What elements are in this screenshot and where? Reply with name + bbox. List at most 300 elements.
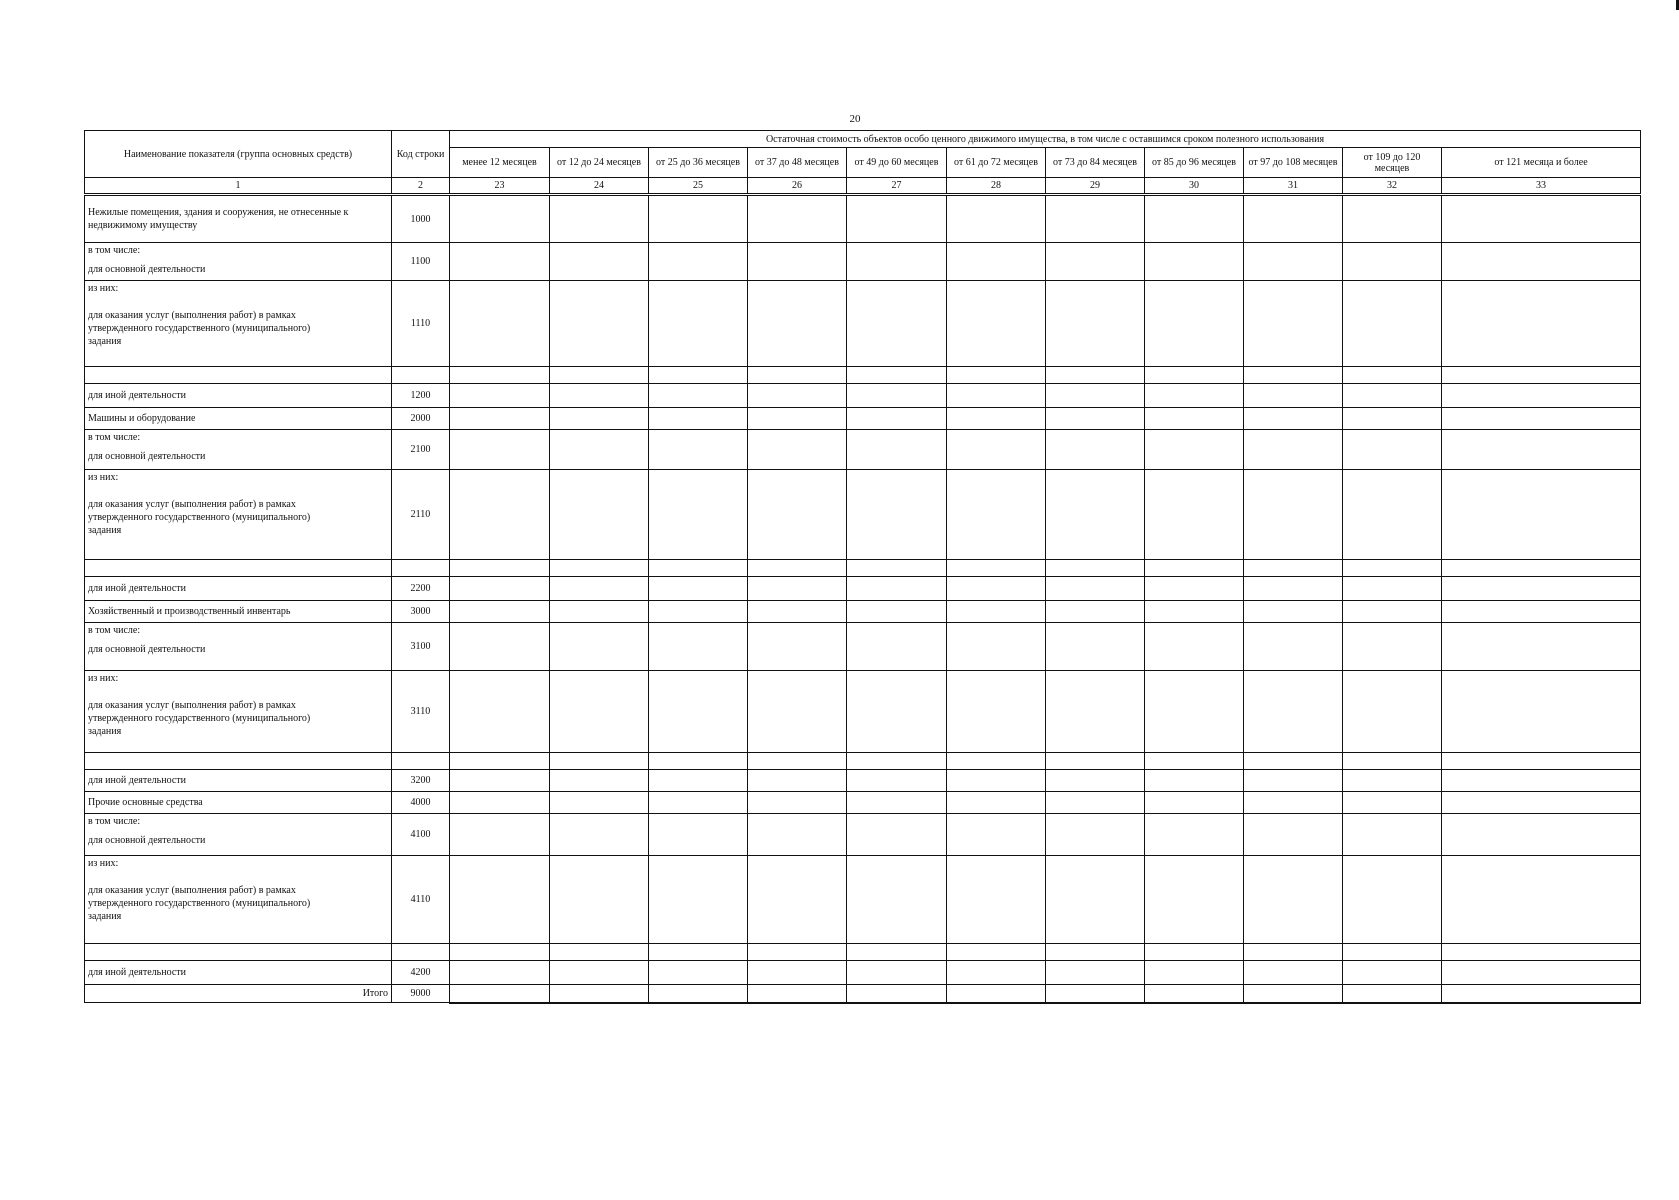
value-cell[interactable] (1343, 985, 1442, 1003)
value-cell[interactable] (550, 792, 649, 814)
value-cell[interactable] (1046, 814, 1145, 856)
value-cell[interactable] (1442, 623, 1641, 671)
value-cell[interactable] (1244, 985, 1343, 1003)
value-cell[interactable] (1442, 985, 1641, 1003)
value-cell[interactable] (1343, 408, 1442, 430)
value-cell[interactable] (847, 430, 947, 470)
table-row (85, 430, 1641, 470)
value-cell[interactable] (748, 430, 847, 470)
row-code: 1200 (392, 384, 450, 408)
value-cell[interactable] (748, 792, 847, 814)
row-prefix: в том числе: (88, 816, 141, 827)
row-code: 2000 (392, 408, 450, 430)
value-cell[interactable] (1442, 601, 1641, 623)
value-cell[interactable] (550, 671, 649, 753)
spacer-cell (85, 944, 392, 961)
spacer-row (85, 944, 1641, 961)
value-cell[interactable] (1145, 985, 1244, 1003)
spacer-row (85, 367, 1641, 384)
value-cell[interactable] (550, 470, 649, 560)
value-cell[interactable] (847, 814, 947, 856)
row-label (85, 470, 392, 560)
value-cell[interactable] (1046, 792, 1145, 814)
value-cell[interactable] (1343, 243, 1442, 281)
value-cell[interactable] (649, 623, 748, 671)
row-code: 1000 (392, 195, 450, 243)
row-code: 3000 (392, 601, 450, 623)
value-cell[interactable] (1046, 623, 1145, 671)
value-cell[interactable] (947, 384, 1046, 408)
value-cell[interactable] (1343, 601, 1442, 623)
value-cell[interactable] (1244, 671, 1343, 753)
value-cell[interactable] (550, 985, 649, 1003)
value-cell[interactable] (450, 384, 550, 408)
spacer-cell (847, 560, 947, 577)
column-number: 28 (947, 178, 1046, 195)
row-code: 4000 (392, 792, 450, 814)
spacer-row (85, 753, 1641, 770)
value-cell[interactable] (649, 671, 748, 753)
row-label (85, 195, 392, 243)
value-cell[interactable] (1145, 770, 1244, 792)
row-prefix: в том числе: (88, 432, 141, 443)
column-number: 31 (1244, 178, 1343, 195)
value-cell[interactable] (450, 408, 550, 430)
value-cell[interactable] (748, 577, 847, 601)
header-period: от 97 до 108 месяцев (1244, 148, 1343, 178)
row-name: для основной деятельности (88, 451, 206, 462)
value-cell[interactable] (1442, 195, 1641, 243)
value-cell[interactable] (947, 671, 1046, 753)
value-cell[interactable] (1046, 408, 1145, 430)
value-cell[interactable] (1343, 623, 1442, 671)
table-row (85, 961, 1641, 985)
row-name: для основной деятельности (88, 835, 206, 846)
value-cell[interactable] (748, 384, 847, 408)
spacer-cell (1442, 753, 1641, 770)
spacer-cell (1046, 753, 1145, 770)
value-cell[interactable] (1046, 430, 1145, 470)
value-cell[interactable] (550, 814, 649, 856)
value-cell[interactable] (649, 814, 748, 856)
row-name: для иной деятельности (88, 583, 186, 594)
value-cell[interactable] (1442, 792, 1641, 814)
spacer-cell (450, 753, 550, 770)
table-row (85, 814, 1641, 856)
value-cell[interactable] (1343, 856, 1442, 944)
value-cell[interactable] (1244, 243, 1343, 281)
value-cell[interactable] (847, 195, 947, 243)
value-cell[interactable] (947, 195, 1046, 243)
value-cell[interactable] (847, 623, 947, 671)
value-cell[interactable] (1442, 814, 1641, 856)
spacer-cell (947, 367, 1046, 384)
table-body (85, 195, 1641, 1003)
value-cell[interactable] (1343, 671, 1442, 753)
value-cell[interactable] (1244, 470, 1343, 560)
value-cell[interactable] (1343, 430, 1442, 470)
value-cell[interactable] (450, 195, 550, 243)
row-code: 3110 (392, 671, 450, 753)
row-code: 3100 (392, 623, 450, 671)
row-label (85, 856, 392, 944)
value-cell[interactable] (748, 601, 847, 623)
row-code: 4200 (392, 961, 450, 985)
value-cell[interactable] (947, 961, 1046, 985)
value-cell[interactable] (947, 856, 1046, 944)
value-cell[interactable] (1046, 671, 1145, 753)
table-row (85, 281, 1641, 367)
value-cell[interactable] (1145, 623, 1244, 671)
value-cell[interactable] (1046, 770, 1145, 792)
table-row (85, 408, 1641, 430)
column-number: 33 (1442, 178, 1641, 195)
value-cell[interactable] (1244, 281, 1343, 367)
value-cell[interactable] (1046, 281, 1145, 367)
value-cell[interactable] (450, 430, 550, 470)
spacer-cell (550, 753, 649, 770)
value-cell[interactable] (649, 408, 748, 430)
value-cell[interactable] (748, 470, 847, 560)
value-cell[interactable] (649, 985, 748, 1003)
table-row (85, 195, 1641, 243)
value-cell[interactable] (847, 384, 947, 408)
header-name-column: Наименование показателя (группа основных средств) (85, 131, 392, 178)
spacer-cell (550, 367, 649, 384)
value-cell[interactable] (1442, 384, 1641, 408)
value-cell[interactable] (1343, 195, 1442, 243)
row-label (85, 281, 392, 367)
value-cell[interactable] (947, 770, 1046, 792)
value-cell[interactable] (450, 470, 550, 560)
row-name: для оказания услуг (выполнения работ) в рамках утвержденного государственного (муниципального) задания (88, 885, 311, 922)
value-cell[interactable] (748, 408, 847, 430)
value-cell[interactable] (947, 243, 1046, 281)
value-cell[interactable] (947, 814, 1046, 856)
value-cell[interactable] (450, 814, 550, 856)
row-label (85, 601, 392, 623)
value-cell[interactable] (550, 577, 649, 601)
value-cell[interactable] (1244, 601, 1343, 623)
value-cell[interactable] (748, 856, 847, 944)
row-name: для иной деятельности (88, 775, 186, 786)
header-code-column: Код строки (392, 131, 450, 178)
value-cell[interactable] (1046, 577, 1145, 601)
table-row (85, 243, 1641, 281)
value-cell[interactable] (1046, 856, 1145, 944)
value-cell[interactable] (1343, 577, 1442, 601)
value-cell[interactable] (649, 430, 748, 470)
value-cell[interactable] (748, 961, 847, 985)
value-cell[interactable] (847, 243, 947, 281)
value-cell[interactable] (1343, 470, 1442, 560)
value-cell[interactable] (1145, 195, 1244, 243)
spacer-cell (847, 944, 947, 961)
header-period: от 61 до 72 месяцев (947, 148, 1046, 178)
value-cell[interactable] (1343, 961, 1442, 985)
value-cell[interactable] (649, 577, 748, 601)
value-cell[interactable] (1145, 577, 1244, 601)
spacer-cell (1046, 944, 1145, 961)
row-code: 2200 (392, 577, 450, 601)
value-cell[interactable] (450, 985, 550, 1003)
header-group-title: Остаточная стоимость объектов особо ценного движимого имущества, в том числе с оставшимся сроком полезного использования (450, 131, 1641, 148)
spacer-cell (1244, 367, 1343, 384)
value-cell[interactable] (1244, 430, 1343, 470)
value-cell[interactable] (748, 671, 847, 753)
value-cell[interactable] (1244, 195, 1343, 243)
value-cell[interactable] (1442, 671, 1641, 753)
header-period: менее 12 месяцев (450, 148, 550, 178)
total-code: 9000 (392, 985, 450, 1003)
value-cell[interactable] (748, 195, 847, 243)
value-cell[interactable] (847, 961, 947, 985)
value-cell[interactable] (649, 601, 748, 623)
value-cell[interactable] (1442, 243, 1641, 281)
spacer-cell (1442, 944, 1641, 961)
value-cell[interactable] (1442, 430, 1641, 470)
value-cell[interactable] (649, 792, 748, 814)
value-cell[interactable] (1244, 384, 1343, 408)
value-cell[interactable] (1343, 281, 1442, 367)
row-name: для иной деятельности (88, 967, 186, 978)
value-cell[interactable] (1145, 601, 1244, 623)
spacer-cell (748, 367, 847, 384)
value-cell[interactable] (1145, 856, 1244, 944)
spacer-cell (1145, 753, 1244, 770)
spacer-cell (1145, 367, 1244, 384)
value-cell[interactable] (847, 408, 947, 430)
value-cell[interactable] (649, 770, 748, 792)
value-cell[interactable] (1046, 384, 1145, 408)
value-cell[interactable] (1145, 961, 1244, 985)
value-cell[interactable] (1244, 623, 1343, 671)
row-label (85, 384, 392, 408)
table-row (85, 601, 1641, 623)
value-cell[interactable] (947, 430, 1046, 470)
spacer-cell (649, 944, 748, 961)
value-cell[interactable] (550, 961, 649, 985)
value-cell[interactable] (450, 281, 550, 367)
header-period: от 73 до 84 месяцев (1046, 148, 1145, 178)
value-cell[interactable] (847, 985, 947, 1003)
row-label (85, 243, 392, 281)
spacer-cell (1343, 944, 1442, 961)
total-label: Итого (85, 985, 392, 1003)
row-name: Нежилые помещения, здания и сооружения, не отнесенные к недвижимому имуществу (88, 207, 349, 231)
value-cell[interactable] (450, 856, 550, 944)
value-cell[interactable] (550, 770, 649, 792)
table-row (85, 792, 1641, 814)
header-period: от 12 до 24 месяцев (550, 148, 649, 178)
table-row (85, 671, 1641, 753)
value-cell[interactable] (1442, 856, 1641, 944)
spacer-cell (1046, 367, 1145, 384)
row-name: Машины и оборудование (88, 413, 196, 424)
value-cell[interactable] (847, 770, 947, 792)
row-name: для основной деятельности (88, 264, 206, 275)
value-cell[interactable] (1046, 985, 1145, 1003)
value-cell[interactable] (947, 408, 1046, 430)
value-cell[interactable] (1145, 470, 1244, 560)
row-prefix: из них: (88, 283, 119, 294)
row-label (85, 770, 392, 792)
value-cell[interactable] (550, 281, 649, 367)
row-name: для иной деятельности (88, 390, 186, 401)
value-cell[interactable] (1244, 856, 1343, 944)
spacer-cell (847, 367, 947, 384)
spacer-cell (1343, 753, 1442, 770)
value-cell[interactable] (1145, 814, 1244, 856)
value-cell[interactable] (649, 384, 748, 408)
spacer-cell (649, 753, 748, 770)
value-cell[interactable] (1442, 770, 1641, 792)
value-cell[interactable] (748, 770, 847, 792)
value-cell[interactable] (649, 470, 748, 560)
value-cell[interactable] (947, 623, 1046, 671)
value-cell[interactable] (450, 671, 550, 753)
column-number: 1 (85, 178, 392, 195)
value-cell[interactable] (1244, 577, 1343, 601)
value-cell[interactable] (748, 623, 847, 671)
row-code: 4100 (392, 814, 450, 856)
column-number: 30 (1145, 178, 1244, 195)
value-cell[interactable] (1046, 961, 1145, 985)
value-cell[interactable] (450, 623, 550, 671)
spacer-cell (748, 560, 847, 577)
value-cell[interactable] (1145, 281, 1244, 367)
value-cell[interactable] (450, 601, 550, 623)
value-cell[interactable] (1343, 792, 1442, 814)
value-cell[interactable] (550, 195, 649, 243)
value-cell[interactable] (748, 281, 847, 367)
value-cell[interactable] (847, 281, 947, 367)
value-cell[interactable] (649, 243, 748, 281)
spacer-cell (392, 560, 450, 577)
spacer-cell (392, 944, 450, 961)
column-number: 25 (649, 178, 748, 195)
value-cell[interactable] (450, 243, 550, 281)
spacer-cell (85, 753, 392, 770)
value-cell[interactable] (1145, 243, 1244, 281)
row-name: Хозяйственный и производственный инвентарь (88, 606, 291, 617)
spacer-cell (392, 753, 450, 770)
value-cell[interactable] (649, 281, 748, 367)
spacer-cell (1442, 560, 1641, 577)
value-cell[interactable] (1046, 195, 1145, 243)
value-cell[interactable] (1442, 961, 1641, 985)
value-cell[interactable] (550, 601, 649, 623)
value-cell[interactable] (1343, 770, 1442, 792)
column-number: 27 (847, 178, 947, 195)
row-label (85, 961, 392, 985)
value-cell[interactable] (550, 623, 649, 671)
value-cell[interactable] (1343, 814, 1442, 856)
column-number: 29 (1046, 178, 1145, 195)
spacer-row (85, 560, 1641, 577)
value-cell[interactable] (947, 577, 1046, 601)
value-cell[interactable] (1046, 243, 1145, 281)
value-cell[interactable] (1244, 792, 1343, 814)
value-cell[interactable] (847, 671, 947, 753)
value-cell[interactable] (1145, 792, 1244, 814)
value-cell[interactable] (748, 985, 847, 1003)
row-name: для оказания услуг (выполнения работ) в рамках утвержденного государственного (муниципального) задания (88, 499, 311, 536)
value-cell[interactable] (1046, 470, 1145, 560)
value-cell[interactable] (1442, 281, 1641, 367)
row-label (85, 792, 392, 814)
value-cell[interactable] (847, 792, 947, 814)
value-cell[interactable] (847, 470, 947, 560)
header-period: от 25 до 36 месяцев (649, 148, 748, 178)
value-cell[interactable] (1442, 408, 1641, 430)
value-cell[interactable] (450, 577, 550, 601)
value-cell[interactable] (847, 577, 947, 601)
value-cell[interactable] (450, 792, 550, 814)
value-cell[interactable] (947, 985, 1046, 1003)
spacer-cell (1244, 753, 1343, 770)
value-cell[interactable] (1442, 577, 1641, 601)
row-label (85, 671, 392, 753)
value-cell[interactable] (1343, 384, 1442, 408)
value-cell[interactable] (1442, 470, 1641, 560)
value-cell[interactable] (748, 814, 847, 856)
header-period: от 49 до 60 месяцев (847, 148, 947, 178)
value-cell[interactable] (947, 601, 1046, 623)
value-cell[interactable] (550, 243, 649, 281)
value-cell[interactable] (947, 281, 1046, 367)
value-cell[interactable] (1145, 384, 1244, 408)
spacer-cell (392, 367, 450, 384)
value-cell[interactable] (550, 384, 649, 408)
value-cell[interactable] (550, 856, 649, 944)
value-cell[interactable] (649, 856, 748, 944)
value-cell[interactable] (947, 792, 1046, 814)
spacer-cell (947, 560, 1046, 577)
row-code: 2100 (392, 430, 450, 470)
spacer-cell (1046, 560, 1145, 577)
row-code: 4110 (392, 856, 450, 944)
value-cell[interactable] (649, 195, 748, 243)
row-code: 2110 (392, 470, 450, 560)
value-cell[interactable] (450, 770, 550, 792)
value-cell[interactable] (1046, 601, 1145, 623)
value-cell[interactable] (1145, 671, 1244, 753)
value-cell[interactable] (550, 408, 649, 430)
spacer-cell (649, 560, 748, 577)
value-cell[interactable] (1145, 408, 1244, 430)
spacer-cell (1244, 944, 1343, 961)
value-cell[interactable] (947, 470, 1046, 560)
value-cell[interactable] (649, 961, 748, 985)
value-cell[interactable] (550, 430, 649, 470)
row-prefix: в том числе: (88, 625, 141, 636)
spacer-cell (1442, 367, 1641, 384)
page-number: 20 (849, 113, 861, 125)
value-cell[interactable] (1244, 770, 1343, 792)
value-cell[interactable] (1244, 814, 1343, 856)
value-cell[interactable] (1145, 430, 1244, 470)
value-cell[interactable] (450, 961, 550, 985)
value-cell[interactable] (847, 856, 947, 944)
column-number: 26 (748, 178, 847, 195)
value-cell[interactable] (748, 243, 847, 281)
value-cell[interactable] (847, 601, 947, 623)
value-cell[interactable] (1244, 408, 1343, 430)
row-name: для основной деятельности (88, 644, 206, 655)
spacer-cell (550, 944, 649, 961)
value-cell[interactable] (1244, 961, 1343, 985)
